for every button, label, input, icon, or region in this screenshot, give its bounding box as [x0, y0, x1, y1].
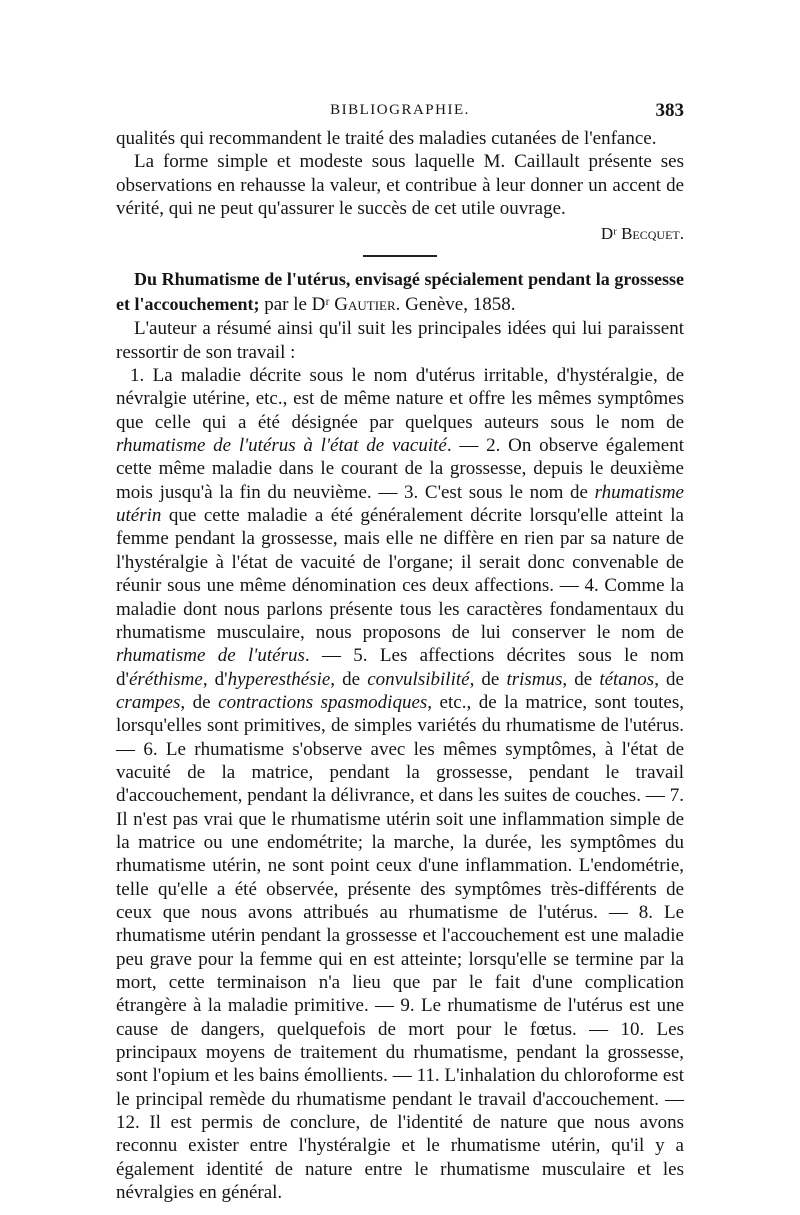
text-run: . — 5. Les affections décrites sous le nom d' — [116, 645, 684, 690]
article-place-date: . Genève, 1858. — [395, 294, 516, 316]
text-run: , de — [654, 668, 684, 690]
italic-term: convulsibilité — [367, 668, 470, 690]
italic-term: éréthisme — [128, 668, 203, 690]
italic-term: rhumatisme de l'utérus — [116, 645, 305, 667]
running-header — [116, 100, 684, 124]
italic-term: tétanos — [599, 668, 655, 690]
text-run: , de — [330, 668, 368, 690]
signature-prefix: Dʳ — [600, 224, 622, 244]
article-title-bold: Du Rhumatisme de l'utérus, envisagé spécialement pendant la grossesse et l'accouchement; — [116, 269, 684, 315]
italic-term: contractions spasmodiques — [218, 691, 428, 713]
italic-term: rhumatisme utérin — [116, 481, 684, 527]
text-run: , de — [562, 668, 600, 690]
article-summary — [116, 317, 684, 1204]
italic-term: trismus — [506, 668, 563, 690]
text-run: , etc., de la matrice, sont toutes, lorsqu'elles sont primitives, de simples variétés du rhumatisme de l'utérus. — 6. Le rhumatisme s'observe avec les mêmes symptômes, à l'état de vacuité de la matrice, pendant la grossesse, pendant le travail d'accouchement, pendant la délivrance, et dans les suites de couches. — 7. Il n'est pas vrai que le rhumatisme utérin soit une inflammation simple de la matrice ou une endométrite; la marche, la durée, les symptômes du rhumatisme utérin, ne sont point ceux d'une inflammation. L'endométrie, telle qu'elle a été observée, présente des symptômes très-différents de ceux que nous avons attribués au rhumatisme de l'utérus. — 8. Le rhumatisme utérin pendant la grossesse et l'accouchement est une maladie peu grave pour la femme qui en est atteinte; lorsqu'elle se termine par la mort, cette terminaison n'a lieu que par le fait d'une complication étrangère à la maladie primitive. — 9. Le rhumatisme de l'utérus est une cause de dangers, quelquefois de mort pour le fœtus. — 10. Les principaux moyens de traitement du rhumatisme, pendant la grossesse, sont l'opium et les bains émollients. — 11. L'inhalation du chloroforme est le principal remède du rhumatisme pendant le travail d'accouchement. — 12. Il est permis de conclure, de l'identité de nature que nous avons reconnu exister entre l'hystéralgie et le rhumatisme utérin, qu'il y a également identité de nature entre le rhumatisme musculaire et les névralgies en général. — [116, 691, 685, 1204]
reviewer-signature — [116, 222, 684, 245]
paragraph-review-end: La forme simple et modeste sous laquelle M. Caillault présente ses observations en rehausse la valeur, et contribue à leur donner un accent de vérité, qui ne peut qu'assurer le succès de cet utile ouvrage. — [116, 151, 684, 220]
signature-name: Becquet. — [621, 224, 684, 244]
section-divider — [363, 255, 437, 257]
page-body — [116, 127, 684, 1204]
italic-term: rhumatisme de l'utérus à l'état de vacuité — [116, 435, 447, 457]
paragraph-intro: L'auteur a résumé ainsi qu'il suit les principales idées qui lui paraissent ressortir de son travail : — [116, 318, 684, 363]
article-author: Gautier — [334, 294, 396, 316]
text-run: , de — [180, 691, 219, 713]
paragraph-continuation: qualités qui recommandent le traité des maladies cutanées de l'enfance. — [116, 128, 657, 149]
text-run: 1. La maladie décrite sous le nom d'utérus irritable, d'hystéralgie, de névralgie utérine, etc., est de même nature et offre les mêmes symptômes que celle qui a été désignée par quelques auteurs sous le nom de — [116, 365, 684, 433]
running-title: BIBLIOGRAPHIE. — [330, 102, 470, 118]
article-by: par le Dʳ — [259, 294, 335, 316]
paragraph-summary — [116, 364, 684, 1204]
text-run: , d' — [202, 668, 228, 690]
text-run: que cette maladie a été généralement décrite lorsqu'elle atteint la femme pendant la grossesse, mais elle ne diffère en rien par sa nature de l'hystéralgie à l'état de vacuité de l'organe; il serait donc convenable de réunir sous une même dénomination ces deux affections. — 4. Comme la maladie dont nous parlons présente tous les caractères fondamentaux du rhumatisme musculaire, nous proposons de lui conserver le nom de — [116, 505, 684, 643]
italic-term: crampes — [116, 691, 181, 713]
text-run: , de — [469, 668, 507, 690]
text-run: . — 2. On observe également cette même maladie dans le courant de la grossesse, depuis le deuxième mois jusqu'à la fin du neuvième. — 3. C'est sous le nom de — [116, 435, 684, 503]
page-number: 383 — [655, 100, 684, 121]
italic-term: hyperesthésie — [227, 668, 331, 690]
article-title — [116, 267, 684, 317]
